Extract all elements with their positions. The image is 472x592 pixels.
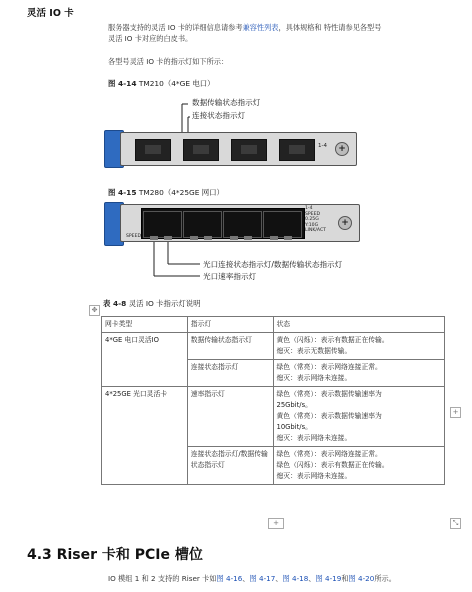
compat-list-link[interactable]: 兼容性列表 — [242, 23, 279, 32]
state-line: 绿色（常亮）：表示数据传输速率为 — [276, 390, 382, 398]
figure1-callout-data: 数据传输状态指示灯 — [192, 98, 261, 107]
table-header-row — [102, 317, 445, 333]
table-move-handle[interactable]: ✥ — [89, 305, 100, 316]
header-cell: 状态 — [273, 317, 445, 333]
card-type-cell: 4*GE 电口灵活IO — [102, 333, 188, 387]
add-column-button[interactable]: + — [450, 407, 461, 418]
speed-label: SPEED — [126, 234, 142, 239]
state-cell — [273, 387, 445, 447]
state-line: 绿色（闪烁）：表示有数据正在传输。 — [276, 461, 389, 469]
card-type-cell: 4*25GE 光口灵活卡 — [102, 387, 188, 485]
figure2-callout-speed: 光口速率指示灯 — [203, 272, 257, 281]
side-label: LINK/ACT — [305, 228, 326, 234]
rj45-port — [279, 139, 315, 161]
table-caption — [103, 298, 201, 309]
side-label: Y:10G — [305, 222, 319, 228]
add-row-button[interactable]: + — [268, 518, 284, 529]
header-cell: 网卡类型 — [102, 317, 188, 333]
figure2-label: 图 4-15 — [108, 188, 137, 197]
figure-ref-link[interactable]: 图 4-17 — [249, 574, 276, 583]
state-cell — [273, 360, 445, 387]
state-line: 绿色（常亮）：表示网络连接正常。 — [276, 363, 382, 371]
figure2-callout-link: 光口连接状态指示灯/数据传输状态指示灯 — [203, 260, 343, 269]
figure-ref-link[interactable]: 图 4-18 — [282, 574, 309, 583]
table-row — [102, 333, 445, 360]
table-row — [102, 387, 445, 447]
state-cell — [273, 333, 445, 360]
figure1-label: 图 4-14 — [108, 79, 137, 88]
rj45-port — [231, 139, 267, 161]
state-line: 黄色（常亮）：表示数据传输速率为 — [276, 412, 382, 420]
state-line: 绿色（常亮）：表示网络连接正常。 — [276, 450, 382, 458]
figure2-caption — [108, 187, 224, 198]
figure1-caption-text: TM210（4*GE 电口） — [138, 79, 215, 88]
rj45-port — [135, 139, 171, 161]
state-line: 10Gbit/s。 — [276, 423, 312, 431]
intro-text: 服务器支持的灵活 IO 卡的详细信息请参考 — [108, 23, 243, 32]
figure-ref-link[interactable]: 图 4-20 — [348, 574, 375, 583]
state-line: 熄灭：表示网络未连接。 — [276, 434, 352, 442]
indicator-cell: 速率指示灯 — [187, 387, 273, 447]
indicator-table — [101, 316, 445, 485]
section2-title: 4.3 Riser 卡和 PCIe 槽位 — [27, 547, 203, 563]
rj45-port — [183, 139, 219, 161]
figure2-caption-text: TM280（4*25GE 网口） — [138, 188, 224, 197]
screw-icon: + — [338, 216, 352, 230]
screw-icon: + — [335, 142, 349, 156]
table-resize-handle[interactable]: ⤡ — [450, 518, 461, 529]
header-cell: 指示灯 — [187, 317, 273, 333]
side-label: SPEED — [305, 211, 321, 217]
section-title: 灵活 IO 卡 — [27, 8, 74, 19]
section2-text: IO 模组 1 和 2 支持的 Riser 卡如 — [108, 574, 217, 583]
port-range-label: 1-4 — [318, 143, 327, 149]
state-line: 熄灭：表示网络未连接。 — [276, 472, 352, 480]
intro-line2: 灵活 IO 卡对应的白皮书。 — [108, 34, 193, 43]
state-line: 黄色（闪烁）：表示有数据正在传输。 — [276, 336, 389, 344]
figure1-caption — [108, 78, 215, 89]
indicator-cell: 数据传输状态指示灯 — [187, 333, 273, 360]
conjunction: 和 — [341, 574, 349, 583]
separator: 、 — [242, 574, 250, 583]
ports-intro: 各型号灵活 IO 卡的指示灯如下所示： — [108, 57, 229, 66]
state-cell — [273, 447, 445, 485]
indicator-cell: 连接状态指示灯 — [187, 360, 273, 387]
side-label: 1-4 — [305, 206, 313, 211]
state-line: 熄灭：表示无数据传输。 — [276, 347, 352, 355]
separator: 、 — [308, 574, 316, 583]
intro-text-cont: ，具体规格和 特性请参见各型号 — [278, 23, 382, 32]
state-line: 25Gbit/s。 — [276, 401, 312, 409]
side-label: 0.25G — [305, 217, 319, 223]
intro-paragraph — [108, 22, 458, 44]
figure1-callout-link: 连接状态指示灯 — [192, 111, 246, 120]
figure2-graphic — [100, 198, 370, 282]
figure-ref-link[interactable]: 图 4-16 — [216, 574, 243, 583]
indicator-cell: 连接状态指示灯/数据传输状态指示灯 — [187, 447, 273, 485]
table-caption-text: 灵活 IO 卡指示灯说明 — [128, 299, 201, 308]
figure-ref-link[interactable]: 图 4-19 — [315, 574, 342, 583]
separator: 、 — [275, 574, 283, 583]
section2-paragraph — [108, 573, 396, 584]
state-line: 熄灭：表示网络未连接。 — [276, 374, 352, 382]
section2-text-end: 所示。 — [374, 574, 396, 583]
table-caption-label: 表 4-8 — [103, 299, 127, 308]
card-body — [120, 132, 357, 166]
figure1-graphic — [100, 92, 360, 170]
